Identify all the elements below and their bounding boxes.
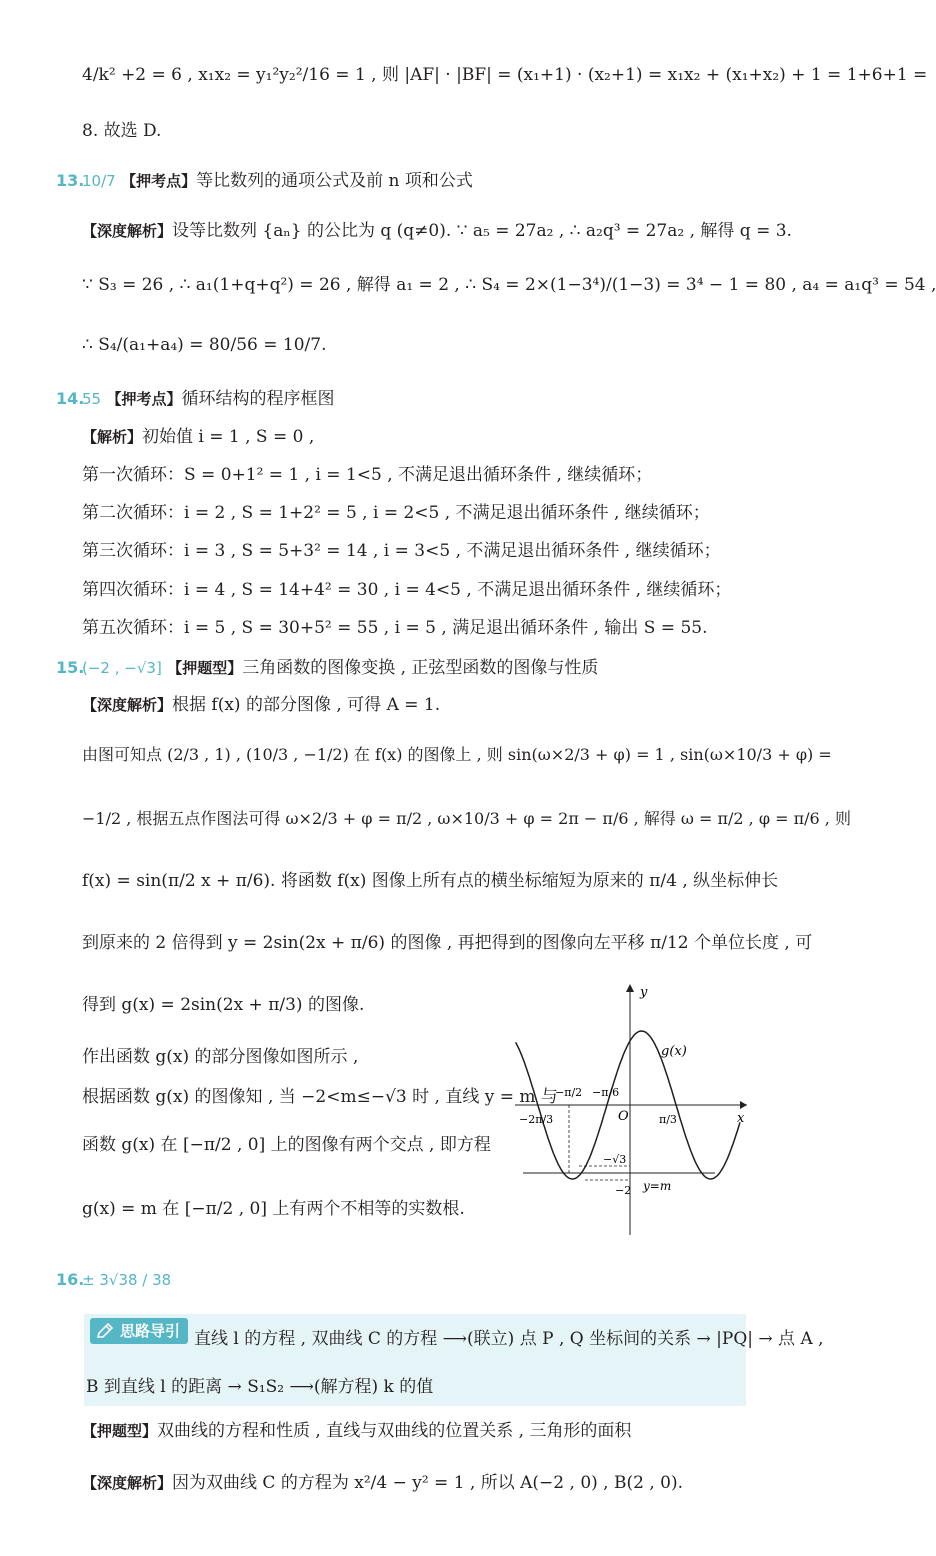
question-16-number: 16. (56, 1270, 85, 1289)
question-15-line-1: 由图可知点 (2/3 , 1) , (10/3 , −1/2) 在 f(x) 的图像上 , 则 sin(ω×2/3 + φ) = 1 , sin(ω×10/3 + φ) = (82, 745, 832, 764)
question-16-header (82, 1267, 760, 1293)
question-13-answer: 10/7 (82, 172, 116, 190)
question-14-number: 14. (56, 389, 85, 408)
question-13-line-2: ∵ S₃ = 26 , ∴ a₁(1+q+q²) = 26 , 解得 a₁ = 2 , ∴ S₄ = 2×(1−3⁴)/(1−3) = 3⁴ − 1 = 80 , a₄ = a₁q³ = 54 , (82, 275, 936, 295)
question-13-line-1: 【深度解析】设等比数列 {aₙ} 的公比为 q (q≠0). ∵ a₅ = 27a₂ , ∴ a₂q³ = 27a₂ , 解得 q = 3. (82, 221, 792, 241)
question-15-line-2: −1/2 , 根据五点作图法可得 ω×2/3 + φ = π/2 , ω×10/3 + φ = 2π − π/6 , 解得 ω = π/2 , φ = π/6 , 则 (82, 809, 851, 828)
question-15-line-0: 【深度解析】根据 f(x) 的部分图像 , 可得 A = 1. (82, 695, 441, 715)
question-14-line-3: 第三次循环：i = 3 , S = 5+3² = 14 , i = 3<5 , 不满足退出循环条件 , 继续循环； (82, 541, 721, 561)
origin-label: O (618, 1109, 629, 1124)
question-15-analysis-tag: 【深度解析】 (82, 696, 173, 714)
question-15-line-9: g(x) = m 在 [−π/2 , 0] 上有两个不相等的实数根. (82, 1199, 465, 1219)
question-14-topic: 循环结构的程序框图 (181, 389, 335, 409)
level-neg-sqrt3: −√3 (603, 1153, 627, 1166)
question-14-analysis-tag: 【解析】 (82, 428, 143, 446)
question-15-tag: 【押题型】 (167, 659, 243, 677)
question-14-line-0: 【解析】初始值 i = 1 , S = 0 , (82, 427, 315, 447)
x-axis-arrow-icon (740, 1101, 747, 1109)
question-15-line-4: 到原来的 2 倍得到 y = 2sin(2x + π/6) 的图像 , 再把得到的图像向左平移 π/12 个单位长度 , 可 (82, 933, 813, 953)
question-14-header (82, 386, 760, 412)
y-axis-label: y (640, 985, 648, 1000)
question-15-topic: 三角函数的图像变换 , 正弦型函数的图像与性质 (242, 658, 599, 678)
question-13-line-3: ∴ S₄/(a₁+a₄) = 80/56 = 10/7. (82, 335, 327, 355)
question-13-number: 13. (56, 171, 85, 190)
question-16-topic-line: 【押题型】双曲线的方程和性质 , 直线与双曲线的位置关系 , 三角形的面积 (82, 1421, 632, 1441)
question-14-line-5: 第五次循环：i = 5 , S = 30+5² = 55 , i = 5 , 满足退出循环条件 , 输出 S = 55. (82, 618, 708, 638)
hint-line-2: B 到直线 l 的距离 → S₁S₂ ⟶(解方程) k 的值 (86, 1377, 434, 1397)
hint-line-1: 直线 l 的方程 , 双曲线 C 的方程 ⟶(联立) 点 P , Q 坐标间的关系 → |PQ| → 点 A , (194, 1329, 824, 1349)
question-14-tag: 【押考点】 (106, 390, 182, 408)
tick-neg-pi-6: −π/6 (592, 1086, 620, 1099)
solution-hint-box (84, 1314, 824, 1406)
line-y-m-label: y=m (643, 1179, 672, 1193)
question-14-line-4: 第四次循环：i = 4 , S = 14+4² = 30 , i = 4<5 , 不满足退出循环条件 , 继续循环； (82, 580, 732, 600)
tick-neg-2pi-3: −2π/3 (519, 1113, 554, 1126)
hint-label: 思路导引 (120, 1322, 181, 1340)
question-13-topic: 等比数列的通项公式及前 n 项和公式 (196, 171, 473, 191)
question-14-line-1: 第一次循环：S = 0+1² = 1 , i = 1<5 , 不满足退出循环条件 , 继续循环； (82, 465, 653, 485)
question-15-line-5: 得到 g(x) = 2sin(2x + π/3) 的图像. (82, 995, 365, 1015)
continuation-line-1: 4/k² +2 = 6 , x₁x₂ = y₁²y₂²/16 = 1 , 则 |AF| · |BF| = (x₁+1) · (x₂+1) = x₁x₂ + (x₁+x₂) + 1 = 1+6+1 = (82, 65, 928, 85)
question-16-analysis-tag: 【深度解析】 (82, 1474, 173, 1492)
x-axis-label: x (737, 1111, 745, 1126)
question-15-line-6: 作出函数 g(x) 的部分图像如图所示 , (82, 1047, 359, 1067)
question-15-line-7: 根据函数 g(x) 的图像知 , 当 −2<m≤−√3 时 , 直线 y = m 与 (82, 1087, 558, 1107)
continuation-line-2: 8. 故选 D. (82, 121, 162, 141)
question-14-line-2: 第二次循环：i = 2 , S = 1+2² = 5 , i = 2<5 , 不满足退出循环条件 , 继续循环； (82, 503, 710, 523)
g-function-graph (515, 980, 755, 1240)
question-16-line-1: 【深度解析】因为双曲线 C 的方程为 x²/4 − y² = 1 , 所以 A(−2 , 0) , B(2 , 0). (82, 1473, 683, 1493)
question-16-tag: 【押题型】 (82, 1422, 158, 1440)
hint-badge (90, 1318, 188, 1344)
function-label: g(x) (661, 1044, 687, 1059)
tick-neg-half-pi: −π/2 (555, 1086, 583, 1099)
question-15-header (82, 655, 760, 681)
question-15-line-8: 函数 g(x) 在 [−π/2 , 0] 上的图像有两个交点 , 即方程 (82, 1135, 491, 1155)
question-15-number: 15. (56, 658, 85, 677)
question-13-analysis-tag: 【深度解析】 (82, 222, 173, 240)
question-14-answer: 55 (82, 390, 102, 408)
pen-icon (96, 1322, 114, 1340)
question-15-line-3: f(x) = sin(π/2 x + π/6). 将函数 f(x) 图像上所有点的横坐标缩短为原来的 π/4 , 纵坐标伸长 (82, 871, 779, 891)
question-13-header (82, 168, 760, 194)
y-axis-arrow-icon (626, 984, 634, 992)
question-16-answer: ± 3√38 / 38 (82, 1271, 172, 1289)
tick-pi-3: π/3 (659, 1113, 677, 1126)
question-13-tag: 【押考点】 (121, 172, 197, 190)
level-neg-2: −2 (615, 1184, 632, 1197)
question-15-answer: (−2 , −√3] (82, 659, 162, 677)
